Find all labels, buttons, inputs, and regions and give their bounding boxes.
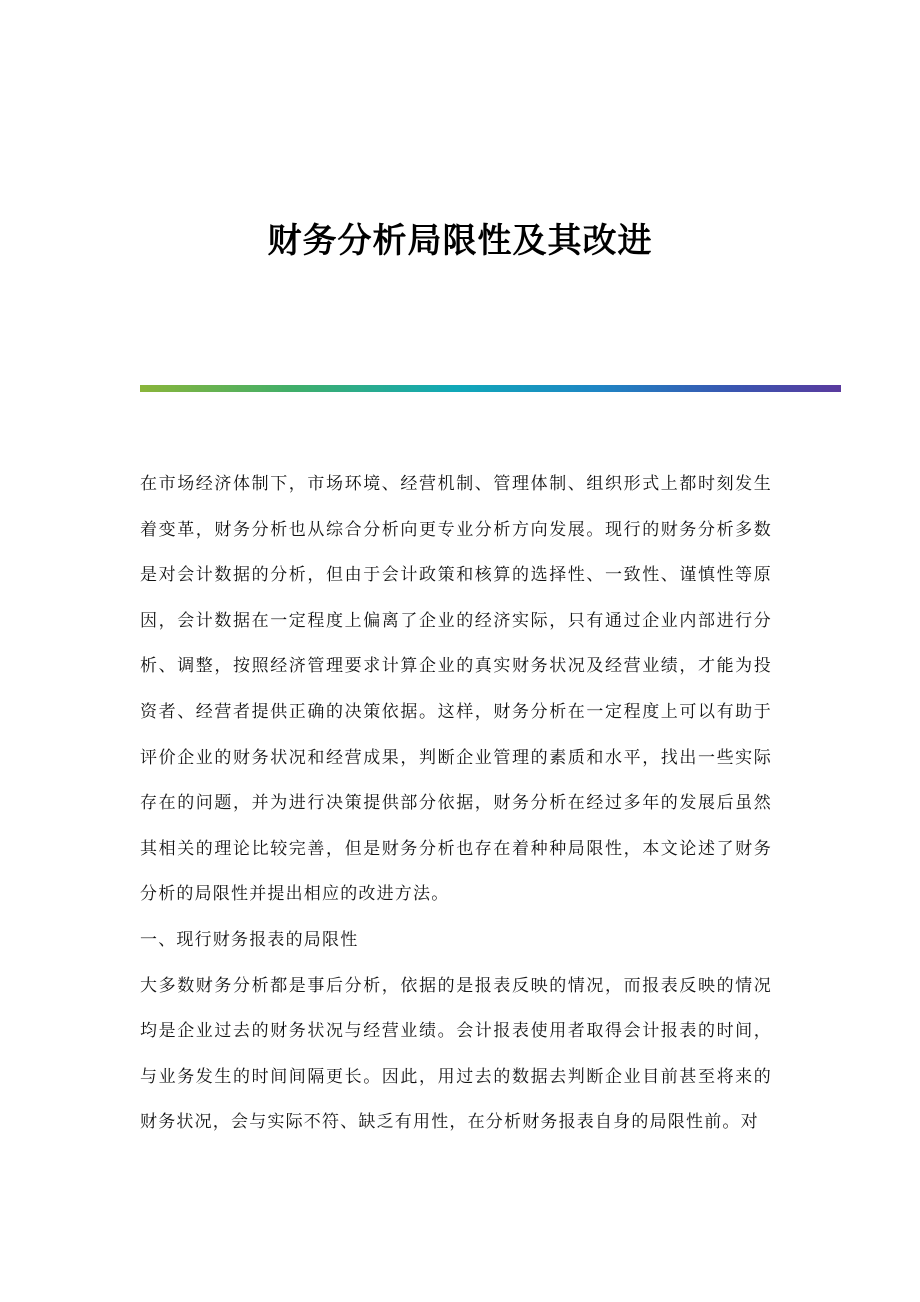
document-body [140,462,772,1146]
document-title: 财务分析局限性及其改进 [267,221,653,261]
section-heading: 一、现行财务报表的局限性 [140,929,359,950]
intro-paragraph: 在市场经济体制下，市场环境、经营机制、管理体制、组织形式上都时刻发生着变革，财务分析也从综合分析向更专业分析方向发展。现行的财务分析多数是对会计数据的分析，但由于会计政策和核算的选择性、一致性、谨慎性等原因，会计数据在一定程度上偏离了企业的经济实际，只有通过企业内部进行分析、调整，按照经济管理要求计算企业的真实财务状况及经营业绩，才能为投资者、经营者提供正确的决策依据。这样，财务分析在一定程度上可以有助于评价企业的财务状况和经营成果，判断企业管理的素质和水平，找出一些实际存在的问题，并为进行决策提供部分依据，财务分析在经过多年的发展后虽然其相关的理论比较完善，但是财务分析也存在着种种局限性，本文论述了财务分析的局限性并提出相应的改进方法。 [140,474,772,905]
section-paragraph: 大多数财务分析都是事后分析，依据的是报表反映的情况，而报表反映的情况均是企业过去的财务状况与经营业绩。会计报表使用者取得会计报表的时间，与业务发生的时间间隔更长。因此，用过去的数据去判断企业目前甚至将来的财务状况，会与实际不符、缺乏有用性，在分析财务报表自身的局限性前。对 [140,975,772,1133]
gradient-divider [140,385,841,392]
